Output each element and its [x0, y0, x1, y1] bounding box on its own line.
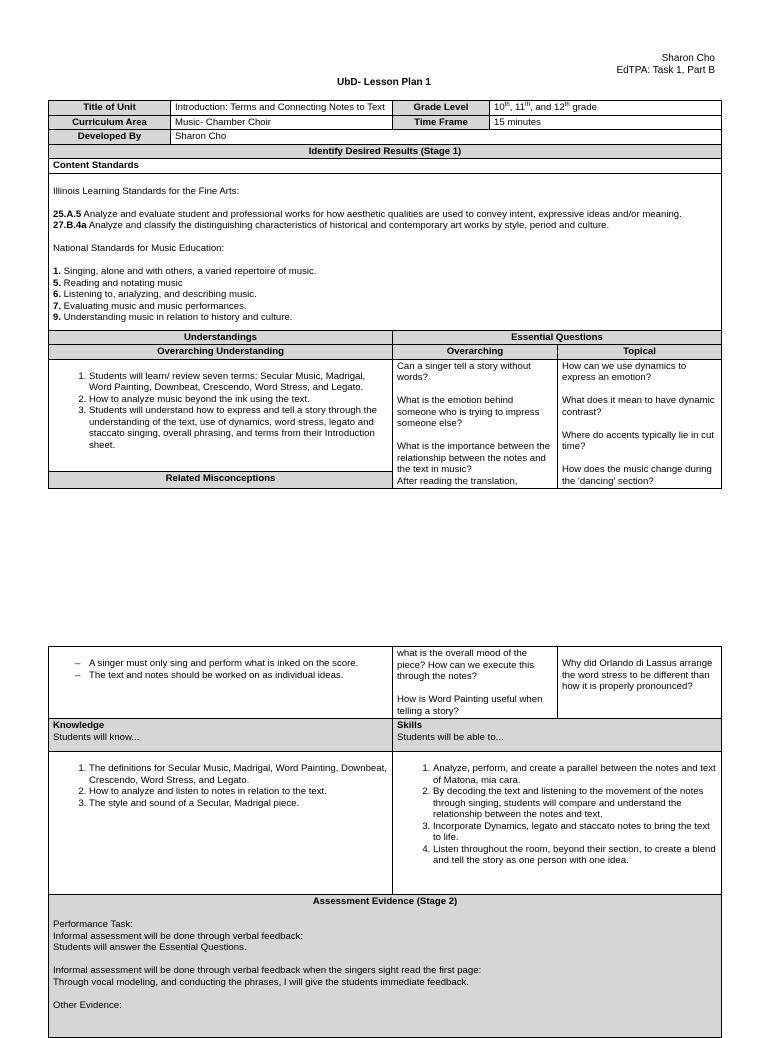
question: Where do accents typically lie in cut time?	[562, 429, 714, 452]
list-item: 3. The style and sound of a Secular, Madrigal piece.	[89, 798, 388, 810]
row-curriculum	[49, 115, 722, 130]
knowledge-list	[53, 763, 388, 809]
topical-questions-cont-cell	[558, 647, 722, 719]
content-standards-body	[49, 173, 722, 330]
skills-header	[393, 719, 722, 752]
grade-level-value: 10th, 11th, and 12th grade	[490, 101, 722, 116]
knowledge-header	[49, 719, 393, 752]
national-standard: 1. Singing, alone and with others, a varied repertoire of music.	[53, 266, 317, 277]
understandings-list-cell	[49, 359, 393, 471]
question: Can a singer tell a story without words?	[397, 360, 531, 383]
list-item: 2. How to analyze music beyond the ink using the text.	[89, 394, 388, 406]
title-unit-label: Title of Unit	[49, 101, 171, 116]
row-title-unit	[49, 101, 722, 116]
misconceptions-cell	[49, 647, 393, 719]
list-item: 1. Students will learn/ review seven terms: Secular Music, Madrigal, Word Painting, Downbeat, Crescendo, Word Stress, and Legato.	[89, 371, 388, 394]
knowledge-list-cell	[49, 752, 393, 895]
row-developed	[49, 130, 722, 145]
developed-by-value: Sharon Cho	[171, 130, 722, 145]
overarching-understanding-label: Overarching Understanding	[49, 345, 393, 360]
curriculum-value: Music- Chamber Choir	[171, 115, 393, 130]
knowledge-sub: Students will know...	[53, 731, 140, 743]
national-standard: 5. Reading and notating music	[53, 277, 183, 289]
stage2-line: Students will answer the Essential Questions.	[53, 942, 247, 953]
author-name: Sharon Cho	[661, 53, 715, 64]
skills-label: Skills	[397, 720, 423, 731]
illinois-standard: 27.B.4a Analyze and classify the distinguishing characteristics of historical and contemporary art works by style, period and culture.	[53, 220, 610, 231]
stage2-line: Informal assessment will be done through verbal feedback when the singers sight read the first page:	[53, 965, 482, 976]
time-frame-label: Time Frame	[393, 115, 490, 130]
grade-level-label: Grade Level	[393, 101, 490, 116]
understandings-list	[53, 371, 388, 452]
curriculum-label: Curriculum Area	[49, 115, 171, 130]
knowledge-label: Knowledge	[53, 720, 105, 731]
stage2-cell	[49, 895, 722, 1038]
list-item: 3. Students will understand how to express and tell a story through the understanding of the text, use of dynamics, word stress, legato and staccato singing, overall phrasing, and terms from their Introduction sheet.	[89, 405, 388, 451]
time-frame-value: 15 minutes	[490, 115, 722, 130]
stage1-heading: Identify Desired Results (Stage 1)	[49, 144, 722, 159]
question: How does the music change during the 'dancing' section?	[562, 464, 712, 487]
illinois-intro: Illinois Learning Standards for the Fine Arts:	[53, 185, 240, 197]
overarching-questions-cont-cell	[393, 647, 558, 719]
stage2-line: Performance Task:	[53, 919, 133, 930]
overarching-questions-cell	[393, 359, 558, 489]
overarching-label: Overarching	[393, 345, 558, 360]
stage2-line: Through vocal modeling, and conducting the phrases, I will give the students immediate feedback.	[53, 976, 469, 988]
list-item: – A singer must only sing and perform what is inked on the score.	[89, 658, 388, 670]
skills-sub: Students will be able to...	[397, 731, 504, 743]
list-item: – The text and notes should be worked on as individual ideas.	[89, 670, 388, 682]
list-item: 2. By decoding the text and listening to the movement of the notes through singing, students will compare and understand the relationship between the notes and text.	[433, 786, 717, 821]
list-item: 3. Incorporate Dynamics, legato and staccato notes to bring the text to life.	[433, 821, 717, 844]
question: How is Word Painting useful when telling a story?	[397, 694, 543, 717]
topical-questions-cell	[558, 359, 722, 489]
list-item: 1. The definitions for Secular Music, Madrigal, Word Painting, Downbeat, Crescendo, Word Stress, and Legato.	[89, 763, 388, 786]
topical-label: Topical	[558, 345, 722, 360]
understandings-heading: Understandings	[49, 330, 393, 345]
stage2-heading: Assessment Evidence (Stage 2)	[312, 896, 458, 907]
task-label: EdTPA: Task 1, Part B	[616, 65, 715, 76]
essential-questions-heading: Essential Questions	[393, 330, 722, 345]
question: Why did Orlando di Lassus arrange the word stress to be different than how it is properly pronounced?	[562, 658, 713, 692]
national-intro: National Standards for Music Education:	[53, 243, 225, 254]
lesson-plan-table-page1	[48, 100, 722, 489]
misconceptions-label: Related Misconceptions	[49, 471, 393, 488]
stage2-line: Informal assessment will be done through verbal feedback:	[53, 930, 304, 942]
list-item: 4. Listen throughout the room, beyond their section, to create a blend and tell the story as one person with one idea.	[433, 844, 717, 867]
national-standard: 6. Listening to, analyzing, and describing music.	[53, 289, 257, 300]
national-standard: 7. Evaluating music and music performances.	[53, 300, 247, 312]
question: What does it mean to have dynamic contrast?	[562, 395, 715, 418]
question: After reading the translation,	[397, 475, 518, 487]
page-title: UbD- Lesson Plan 1	[337, 77, 431, 88]
skills-list-cell	[393, 752, 722, 895]
question: what is the overall mood of the piece? How can we execute this through the notes?	[397, 648, 535, 682]
question: What is the emotion behind someone who is trying to impress someone else?	[397, 395, 540, 429]
developed-by-label: Developed By	[49, 130, 171, 145]
title-unit-value: Introduction: Terms and Connecting Notes to Text	[171, 101, 393, 116]
list-item: 1. Analyze, perform, and create a parallel between the notes and text of Matona, mia cara.	[433, 763, 717, 786]
other-evidence-label: Other Evidence:	[53, 999, 122, 1011]
question: What is the importance between the relationship between the notes and the text in music?	[397, 441, 551, 475]
question: How can we use dynamics to express an emotion?	[562, 360, 687, 383]
lesson-plan-table-page2	[48, 646, 722, 1038]
illinois-standard: 25.A.5 Analyze and evaluate student and professional works for how aesthetic qualities are used to convey intent, expressive ideas and/or meaning.	[53, 208, 682, 220]
skills-list	[397, 763, 717, 867]
list-item: 2. How to analyze and listen to notes in relation to the text.	[89, 786, 388, 798]
national-standard: 9. Understanding music in relation to history and culture.	[53, 312, 293, 323]
content-standards-label: Content Standards	[49, 159, 722, 174]
misconceptions-list	[53, 658, 388, 681]
